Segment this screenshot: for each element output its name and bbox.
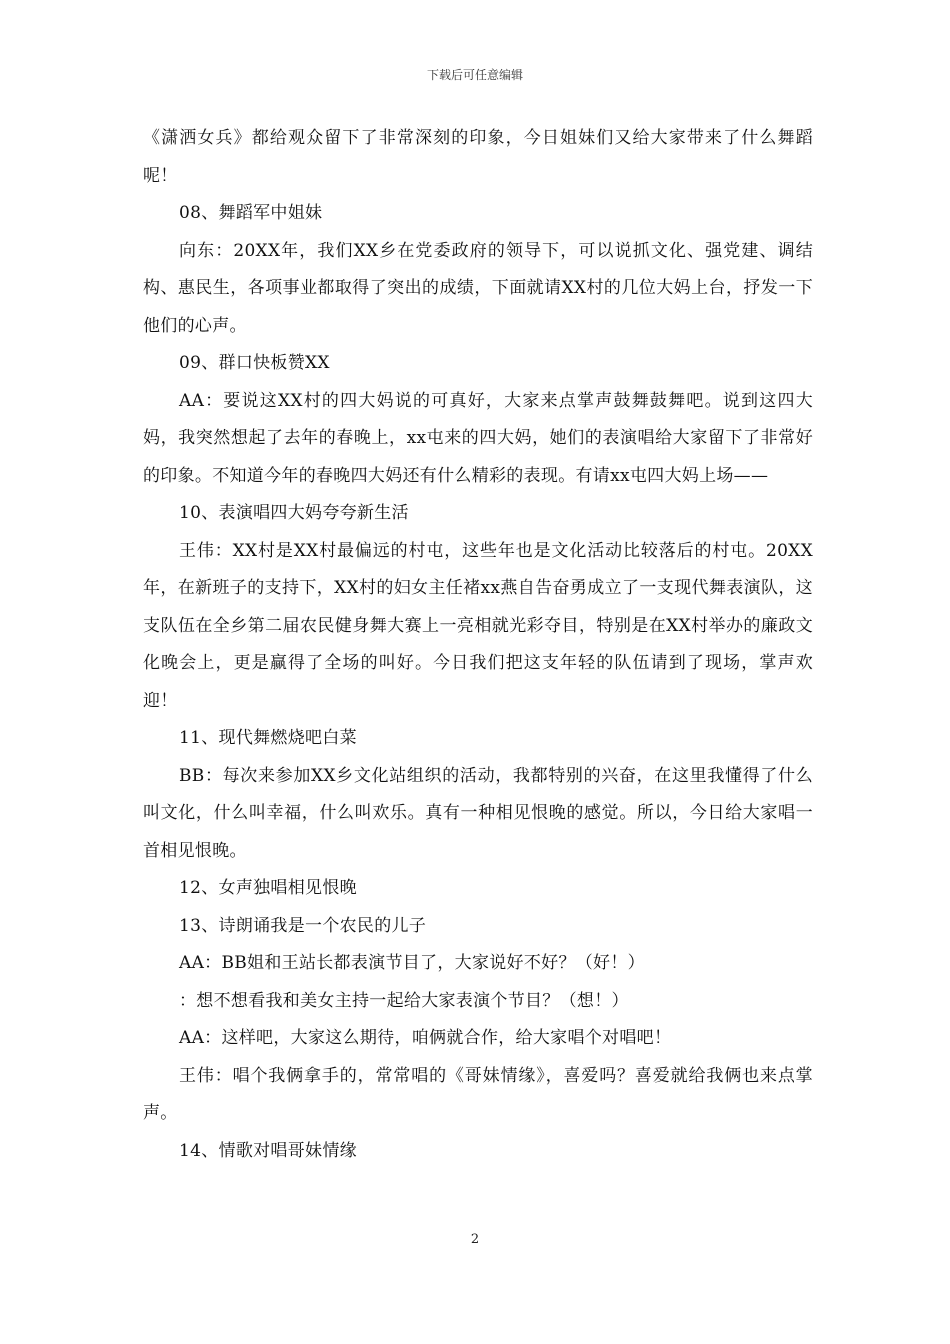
paragraph: BB：每次来参加XX乡文化站组织的活动，我都特别的兴奋，在这里我懂得了什么叫文化，什么叫幸福，什么叫欢乐。真有一种相见恨晚的感觉。所以，今日给大家唱一首相见恨晚。 <box>143 765 813 861</box>
paragraph: 08、舞蹈军中姐妹 <box>179 203 323 223</box>
paragraph: 12、女声独唱相见恨晚 <box>179 878 357 898</box>
paragraph: AA：要说这XX村的四大妈说的可真好，大家来点掌声鼓舞鼓舞吧。说到这四大妈，我突然想起了去年的春晚上，xx屯来的四大妈，她们的表演唱给大家留下了非常好的印象。不知道今年的春晚四大妈还有什么精彩的表现。有请xx屯四大妈上场—— <box>143 390 813 486</box>
document-body <box>143 120 813 1170</box>
paragraph: AA：这样吧，大家这么期待，咱俩就合作，给大家唱个对唱吧！ <box>179 1028 672 1048</box>
paragraph: 王伟：唱个我俩拿手的，常常唱的《哥妹情缘》，喜爱吗？喜爱就给我俩也来点掌声。 <box>143 1065 813 1123</box>
paragraph: 14、情歌对唱哥妹情缘 <box>179 1140 357 1161</box>
paragraph: 11、现代舞燃烧吧白菜 <box>179 728 357 748</box>
paragraph: 13、诗朗诵我是一个农民的儿子 <box>179 915 427 936</box>
paragraph: 10、表演唱四大妈夸夸新生活 <box>179 503 409 523</box>
page-number: 2 <box>470 1232 480 1247</box>
paragraph: 向东：20XX年，我们XX乡在党委政府的领导下，可以说抓文化、强党建、调结构、惠民生，各项事业都取得了突出的成绩，下面就请XX村的几位大妈上台，抒发一下他们的心声。 <box>143 240 813 336</box>
paragraph: AA：BB姐和王站长都表演节目了，大家说好不好？（好！） <box>179 953 645 973</box>
paragraph: 王伟：XX村是XX村最偏远的村屯，这些年也是文化活动比较落后的村屯。20XX年，在新班子的支持下，XX村的妇女主任褚xx燕自告奋勇成立了一支现代舞表演队，这支队伍在全乡第二届农民健身舞大赛上一亮相就光彩夺目，特别是在XX村举办的廉政文化晚会上，更是赢得了全场的叫好。今日我们把这支年轻的队伍请到了现场，掌声欢迎！ <box>143 540 813 711</box>
paragraph: 《潇洒女兵》都给观众留下了非常深刻的印象，今日姐妹们又给大家带来了什么舞蹈呢！ <box>143 128 813 186</box>
page-header: 下载后可任意编辑 <box>426 68 523 82</box>
paragraph: ：想不想看我和美女主持一起给大家表演个节目？（想！） <box>179 990 629 1011</box>
paragraph: 09、群口快板赞XX <box>179 353 330 373</box>
